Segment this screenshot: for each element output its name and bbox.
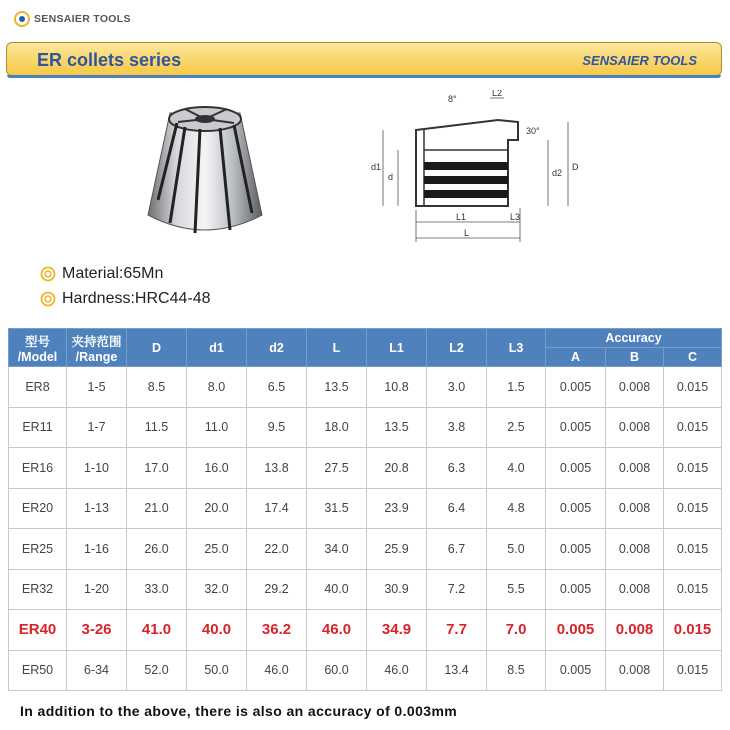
drawing-label: d1 — [371, 162, 382, 172]
table-cell: 13.5 — [307, 367, 367, 408]
table-cell: 13.5 — [367, 407, 427, 448]
header-accuracy: Accuracy — [546, 329, 722, 348]
table-cell: 10.8 — [367, 367, 427, 408]
circle-bullet-icon — [40, 291, 56, 307]
table-cell: 0.005 — [546, 367, 606, 408]
table-row — [9, 407, 722, 448]
header-A: A — [546, 348, 606, 367]
table-cell: 6.4 — [427, 488, 487, 529]
header-model — [9, 329, 67, 367]
drawing-label: L1 — [456, 212, 467, 222]
header-range-cn: 夹持范围 — [71, 334, 122, 349]
table-cell: 34.9 — [367, 610, 427, 651]
header-range — [67, 329, 127, 367]
table-cell: 1-13 — [67, 488, 127, 529]
header-L1: L1 — [367, 329, 427, 367]
logo-icon — [14, 11, 30, 27]
table-cell: 0.015 — [664, 367, 722, 408]
table-cell: 11.0 — [187, 407, 247, 448]
table-cell: 0.015 — [664, 569, 722, 610]
table-cell: 5.5 — [487, 569, 546, 610]
table-cell: 30.9 — [367, 569, 427, 610]
table-cell: 6.7 — [427, 529, 487, 570]
drawing-label: 8° — [448, 94, 457, 104]
table-cell: 6.5 — [247, 367, 307, 408]
table-cell: 21.0 — [127, 488, 187, 529]
header-range-en: /Range — [75, 349, 118, 364]
table-cell: 46.0 — [247, 650, 307, 691]
table-cell: 40.0 — [307, 569, 367, 610]
table-cell: 8.0 — [187, 367, 247, 408]
header-d2: d2 — [247, 329, 307, 367]
table-cell: ER50 — [9, 650, 67, 691]
drawing-label: L — [464, 228, 470, 238]
table-cell: 1-10 — [67, 448, 127, 489]
drawing-label: d — [388, 172, 394, 182]
spec-hardness — [40, 290, 211, 308]
table-cell: 0.005 — [546, 569, 606, 610]
table-row — [9, 650, 722, 691]
table-cell: 27.5 — [307, 448, 367, 489]
table-cell: 0.015 — [664, 488, 722, 529]
table-cell: 41.0 — [127, 610, 187, 651]
table-cell: 46.0 — [307, 610, 367, 651]
header-model-cn: 型号 — [24, 334, 50, 349]
table-row — [9, 529, 722, 570]
table-cell: ER16 — [9, 448, 67, 489]
table-cell: 7.7 — [427, 610, 487, 651]
table-cell: 0.005 — [546, 529, 606, 570]
table-cell: 0.005 — [546, 610, 606, 651]
collet-spec-table — [8, 328, 722, 691]
table-cell: 11.5 — [127, 407, 187, 448]
collet-photo — [130, 95, 280, 245]
table-cell: 8.5 — [127, 367, 187, 408]
table-cell: 0.008 — [606, 650, 664, 691]
table-cell: 18.0 — [307, 407, 367, 448]
table-cell: 1-7 — [67, 407, 127, 448]
table-cell: 29.2 — [247, 569, 307, 610]
header-L3: L3 — [487, 329, 546, 367]
logo-text: SENSAIER TOOLS — [34, 13, 131, 25]
table-cell: 22.0 — [247, 529, 307, 570]
table-cell: 0.005 — [546, 407, 606, 448]
table-cell: 1.5 — [487, 367, 546, 408]
table-cell: 0.008 — [606, 529, 664, 570]
table-cell: 26.0 — [127, 529, 187, 570]
table-cell: 25.0 — [187, 529, 247, 570]
table-cell: 52.0 — [127, 650, 187, 691]
table-cell: 0.008 — [606, 488, 664, 529]
spec-material — [40, 265, 163, 283]
table-cell: 20.0 — [187, 488, 247, 529]
spec-label: Material:65Mn — [62, 265, 164, 282]
drawing-label: D — [572, 162, 579, 172]
table-cell: 0.005 — [546, 650, 606, 691]
table-cell: 8.5 — [487, 650, 546, 691]
table-cell: 3.8 — [427, 407, 487, 448]
table-cell: 0.015 — [664, 529, 722, 570]
table-cell: 1-5 — [67, 367, 127, 408]
table-cell: 4.8 — [487, 488, 546, 529]
header-L2: L2 — [427, 329, 487, 367]
table-row — [9, 367, 722, 408]
table-cell: 16.0 — [187, 448, 247, 489]
table-cell: 20.8 — [367, 448, 427, 489]
banner-underline — [7, 75, 721, 78]
table-cell: 46.0 — [367, 650, 427, 691]
table-cell: 1-16 — [67, 529, 127, 570]
table-cell: 6.3 — [427, 448, 487, 489]
banner-brand: SENSAIER TOOLS — [582, 53, 697, 68]
header-L: L — [307, 329, 367, 367]
table-cell: 0.015 — [664, 407, 722, 448]
header-C: C — [664, 348, 722, 367]
brand-logo — [14, 9, 131, 29]
page-title: ER collets series — [37, 50, 182, 70]
table-cell: 13.4 — [427, 650, 487, 691]
table-cell: 0.015 — [664, 448, 722, 489]
table-cell: 0.005 — [546, 448, 606, 489]
table-cell: 2.5 — [487, 407, 546, 448]
header-model-en: /Model — [17, 349, 58, 364]
technical-drawing — [368, 90, 588, 248]
table-cell: ER32 — [9, 569, 67, 610]
table-cell: 33.0 — [127, 569, 187, 610]
table-cell: ER25 — [9, 529, 67, 570]
header-B: B — [606, 348, 664, 367]
table-cell: 25.9 — [367, 529, 427, 570]
table-cell: 1-20 — [67, 569, 127, 610]
table-cell: ER20 — [9, 488, 67, 529]
table-cell: 0.008 — [606, 407, 664, 448]
table-cell: ER8 — [9, 367, 67, 408]
table-cell: 17.0 — [127, 448, 187, 489]
header-D: D — [127, 329, 187, 367]
table-row — [9, 569, 722, 610]
table-cell: 0.015 — [664, 610, 722, 651]
footer-note: In addition to the above, there is also an accuracy of 0.003mm — [20, 703, 458, 719]
spec-label: Hardness:HRC44-48 — [62, 290, 211, 307]
header-d1: d1 — [187, 329, 247, 367]
table-cell: 60.0 — [307, 650, 367, 691]
table-row — [9, 448, 722, 489]
table-cell: 0.015 — [664, 650, 722, 691]
table-cell: 4.0 — [487, 448, 546, 489]
table-cell: 13.8 — [247, 448, 307, 489]
table-cell: 0.008 — [606, 367, 664, 408]
table-row — [9, 610, 722, 651]
table-cell: 0.005 — [546, 488, 606, 529]
table-cell: 40.0 — [187, 610, 247, 651]
drawing-label: L2 — [492, 90, 503, 98]
drawing-label: d2 — [552, 168, 563, 178]
table-row — [9, 488, 722, 529]
table-cell: 9.5 — [247, 407, 307, 448]
table-cell: 0.008 — [606, 448, 664, 489]
table-cell: 7.0 — [487, 610, 546, 651]
table-cell: 0.008 — [606, 569, 664, 610]
circle-bullet-icon — [40, 266, 56, 282]
table-cell: 6-34 — [67, 650, 127, 691]
table-cell: 34.0 — [307, 529, 367, 570]
table-cell: 3.0 — [427, 367, 487, 408]
table-cell: 17.4 — [247, 488, 307, 529]
table-cell: 0.008 — [606, 610, 664, 651]
table-cell: ER40 — [9, 610, 67, 651]
table-cell: 23.9 — [367, 488, 427, 529]
table-cell: 50.0 — [187, 650, 247, 691]
drawing-label: L3 — [510, 212, 521, 222]
table-cell: 3-26 — [67, 610, 127, 651]
title-banner — [6, 42, 722, 76]
drawing-label: 30° — [526, 126, 540, 136]
table-cell: 5.0 — [487, 529, 546, 570]
table-cell: 32.0 — [187, 569, 247, 610]
table-cell: 7.2 — [427, 569, 487, 610]
table-cell: 31.5 — [307, 488, 367, 529]
table-cell: 36.2 — [247, 610, 307, 651]
table-cell: ER11 — [9, 407, 67, 448]
